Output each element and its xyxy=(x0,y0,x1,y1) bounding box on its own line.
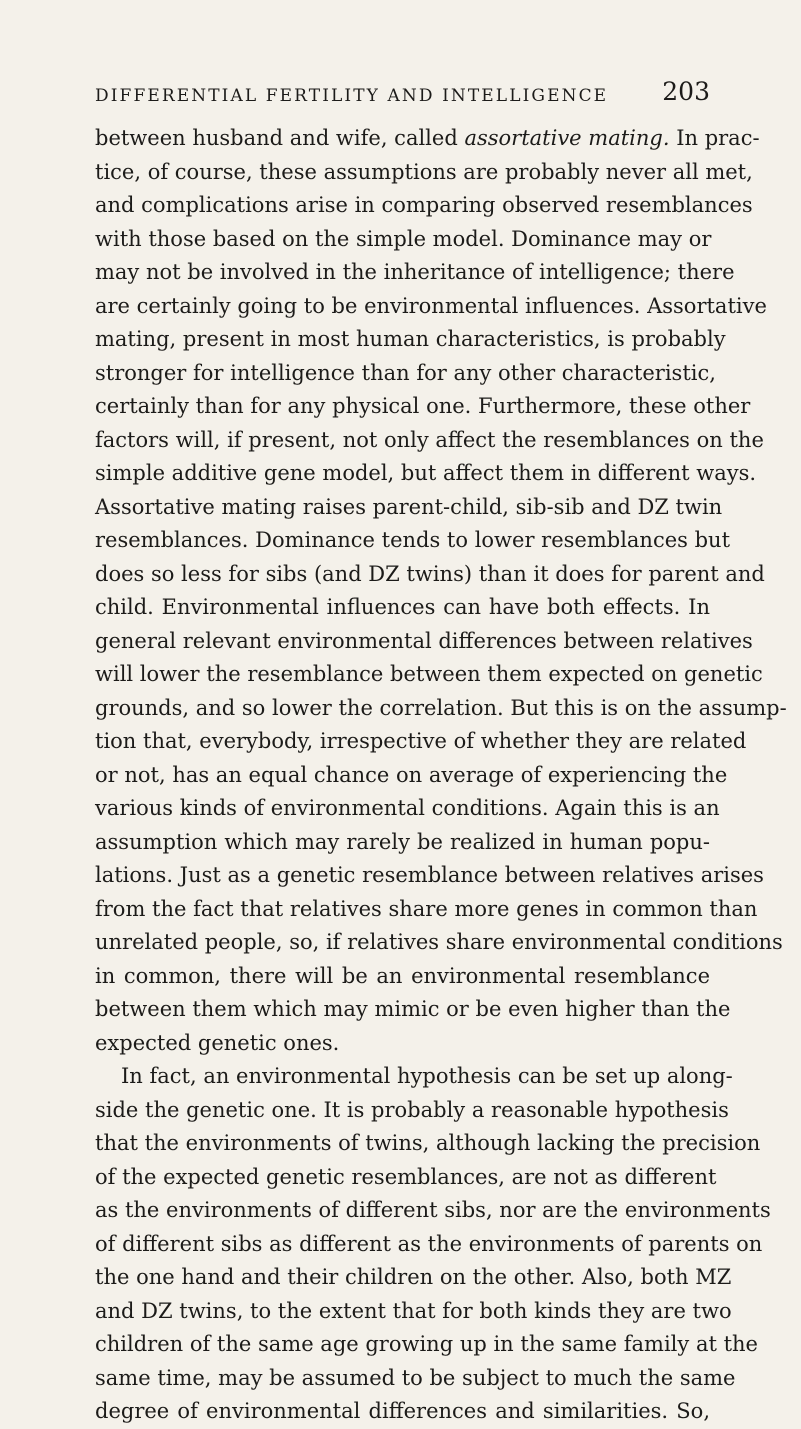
text-line: in common, there will be an environmental resemblance xyxy=(95,963,710,988)
text-line: tion that, everybody, irrespective of whether they are related xyxy=(95,729,747,753)
text-line: unrelated people, so, if relatives share environmental conditions xyxy=(95,930,783,954)
text-line: from the fact that relatives share more genes in common than xyxy=(95,896,758,921)
text-line: resemblances. Dominance tends to lower resemblances but xyxy=(95,528,731,552)
text-line: that the environments of twins, although lacking the precision xyxy=(95,1131,761,1155)
text-line: various kinds of environmental conditions. Again this is an xyxy=(95,796,720,820)
text-line: factors will, if present, not only affect the resemblances on the xyxy=(95,427,764,452)
text-line: certainly than for any physical one. Furthermore, these other xyxy=(95,394,751,418)
text-line: simple additive gene model, but affect them in different ways. xyxy=(95,461,757,485)
text-line: and complications arise in comparing observed resemblances xyxy=(95,193,753,217)
text-line: of different sibs as different as the environments of parents on xyxy=(95,1231,763,1256)
text-line: or not, has an equal chance on average of experiencing the xyxy=(95,762,728,787)
text-line: grounds, and so lower the correlation. But this is on the assump- xyxy=(95,695,787,720)
text-line: lations. Just as a genetic resemblance between relatives arises xyxy=(95,863,764,887)
text-line: child. Environmental influences can have both effects. In xyxy=(95,595,710,619)
text-line: the one hand and their children on the other. Also, both MZ xyxy=(95,1265,732,1289)
text-line: may not be involved in the inheritance of intelligence; there xyxy=(95,260,735,284)
text-line: between them which may mimic or be even higher than the xyxy=(95,997,731,1021)
text-line: does so less for sibs (and DZ twins) than it does for parent and xyxy=(95,561,765,586)
text-line: Assortative mating raises parent-child, sib-sib and DZ twin xyxy=(95,494,723,519)
text-line: side the genetic one. It is probably a reasonable hypothesis xyxy=(95,1097,729,1122)
text-line: general relevant environmental differences between relatives xyxy=(95,628,753,653)
text-line: as the environments of different sibs, nor are the environments xyxy=(95,1198,771,1222)
paragraph-start-line: In fact, an environmental hypothesis can be set up along- xyxy=(121,1064,733,1088)
page-number: 203 xyxy=(662,77,710,106)
text-line: degree of environmental differences and similarities. So, xyxy=(95,1399,710,1423)
text-line: tice, of course, these assumptions are probably never all met, xyxy=(95,159,753,184)
text-line: of the expected genetic resemblances, are not as different xyxy=(95,1164,717,1189)
text-line: stronger for intelligence than for any other characteristic, xyxy=(95,360,716,385)
text-line: mating, present in most human characteristics, is probably xyxy=(95,327,726,351)
text-line: with those based on the simple model. Dominance may or xyxy=(95,226,712,251)
running-head xyxy=(95,77,710,113)
text-line: are certainly going to be environmental influences. Assortative xyxy=(95,293,767,318)
text-line: same time, may be assumed to be subject to much the same xyxy=(95,1365,736,1390)
text-line: children of the same age growing up in the same family at the xyxy=(95,1332,758,1356)
text-line: assumption which may rarely be realized in human popu- xyxy=(95,829,710,854)
text-line: and DZ twins, to the extent that for both kinds they are two xyxy=(95,1298,732,1323)
body-text xyxy=(95,122,787,1429)
text-line: between husband and wife, called assortative mating. In prac- xyxy=(95,126,760,150)
italic-term: assortative mating. xyxy=(464,126,670,150)
text-line: expected genetic ones. xyxy=(95,1030,340,1055)
text-line: will lower the resemblance between them expected on genetic xyxy=(95,662,763,686)
running-title: DIFFERENTIAL FERTILITY AND INTELLIGENCE xyxy=(95,86,609,106)
